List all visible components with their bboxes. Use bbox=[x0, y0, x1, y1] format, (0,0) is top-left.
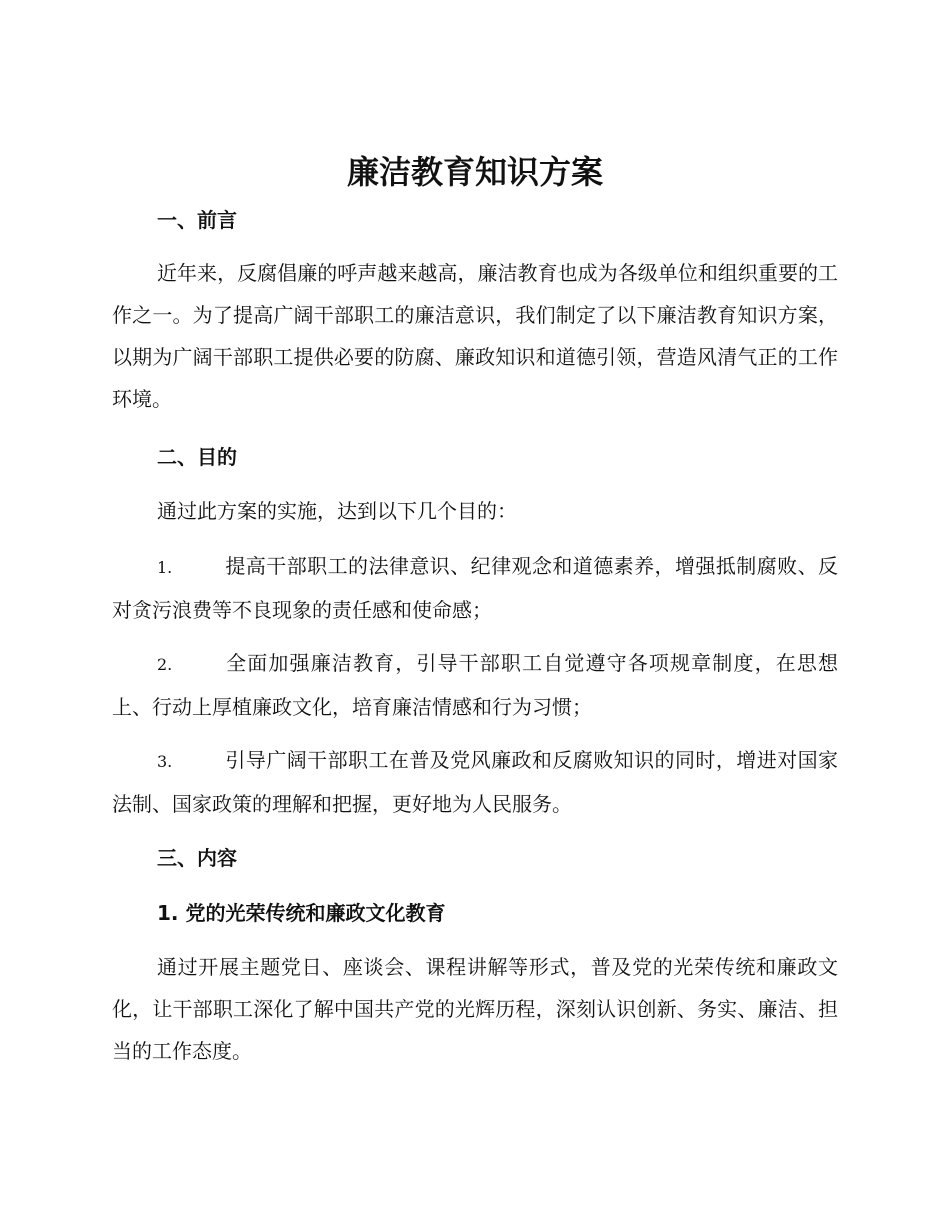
list-item-text: 引导广阔干部职工在普及党风廉政和反腐败知识的同时，增进对国家法制、国家政策的理解和把握，更好地为人民服务。 bbox=[112, 748, 838, 816]
purpose-list-item bbox=[112, 642, 838, 728]
section-heading-preface: 一、前言 bbox=[157, 208, 237, 232]
list-item-text: 提高干部职工的法律意识、纪律观念和道德素养，增强抵制腐败、反对贪污浪费等不良现象的责任感和使命感； bbox=[112, 554, 838, 622]
preface-paragraph: 近年来，反腐倡廉的呼声越来越高，廉洁教育也成为各级单位和组织重要的工作之一。为了提高广阔干部职工的廉洁意识，我们制定了以下廉洁教育知识方案，以期为广阔干部职工提供必要的防腐、廉政知识和道德引领，营造风清气正的工作环境。 bbox=[112, 261, 838, 411]
section-heading-content: 三、内容 bbox=[157, 846, 237, 870]
list-item-number: 3. bbox=[157, 752, 173, 771]
list-item-text: 全面加强廉洁教育，引导干部职工自觉遵守各项规章制度，在思想上、行动上厚植廉政文化，培育廉洁情感和行为习惯； bbox=[112, 651, 838, 719]
content-paragraph: 通过开展主题党日、座谈会、课程讲解等形式，普及党的光荣传统和廉政文化，让干部职工深化了解中国共产党的光辉历程，深刻认识创新、务实、廉洁、担当的工作态度。 bbox=[112, 955, 838, 1063]
list-item-number: 1. bbox=[157, 558, 173, 577]
section-heading-purpose: 二、目的 bbox=[157, 445, 237, 469]
purpose-list-item bbox=[112, 545, 838, 631]
document-title: 廉洁教育知识方案 bbox=[346, 153, 603, 191]
content-subheading: 1. 党的光荣传统和廉政文化教育 bbox=[157, 901, 446, 925]
purpose-intro: 通过此方案的实施，达到以下几个目的： bbox=[157, 499, 517, 523]
purpose-list-item bbox=[112, 739, 838, 825]
list-item-number: 2. bbox=[157, 655, 173, 674]
